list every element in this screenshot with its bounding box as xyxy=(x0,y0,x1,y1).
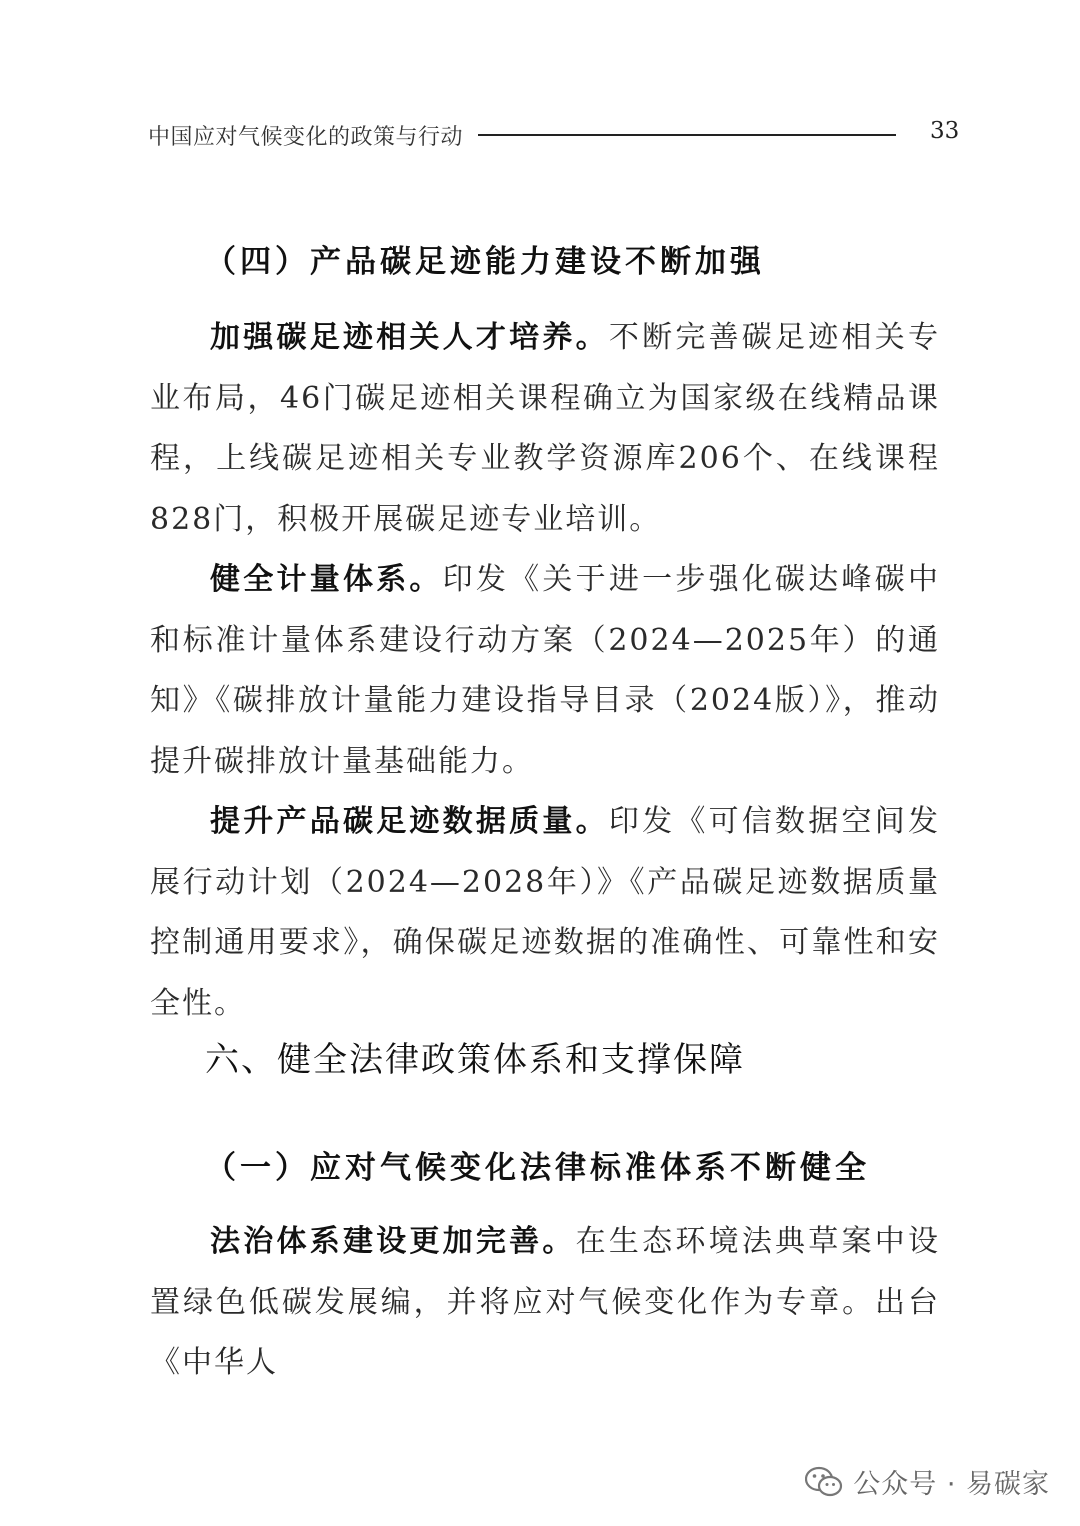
paragraph-body: 印发《关于进一步强化碳达峰碳中和标准计量体系建设行动方案（2024—2025年）的通知》《碳排放计量能力建设指导目录（2024版）》，推动提升碳排放计量基础能力。 xyxy=(150,562,941,779)
paragraph-lead: 法治体系建设更加完善。 xyxy=(210,1224,576,1259)
watermark-text: 公众号 · 易碳家 xyxy=(853,1469,1050,1500)
paragraph-metrology xyxy=(150,550,940,792)
paragraph-data-quality xyxy=(150,792,940,1034)
paragraph-lead: 加强碳足迹相关人才培养。 xyxy=(210,320,609,355)
paragraph-rule-of-law xyxy=(150,1212,940,1394)
paragraph-lead: 提升产品碳足迹数据质量。 xyxy=(210,804,609,839)
paragraph-body: 不断完善碳足迹相关专业布局，46门碳足迹相关课程确立为国家级在线精品课程，上线碳足迹相关专业教学资源库206个、在线课程828门，积极开展碳足迹专业培训。 xyxy=(150,320,941,537)
section-heading-4: （四）产品碳足迹能力建设不断加强 xyxy=(205,244,765,280)
paragraph-lead: 健全计量体系。 xyxy=(210,562,443,597)
header-title: 中国应对气候变化的政策与行动 xyxy=(148,125,464,150)
watermark xyxy=(805,1462,1050,1501)
paragraph-body: 在生态环境法典草案中设置绿色低碳发展编，并将应对气候变化作为专章。出台《中华人 xyxy=(150,1224,941,1380)
paragraph-talent xyxy=(150,308,940,550)
page-number: 33 xyxy=(930,118,960,144)
wechat-icon xyxy=(805,1466,843,1498)
paragraph-body: 印发《可信数据空间发展行动计划（2024—2028年）》《产品碳足迹数据质量控制通用要求》，确保碳足迹数据的准确性、可靠性和安全性。 xyxy=(150,804,941,1021)
section-heading-6-1: （一）应对气候变化法律标准体系不断健全 xyxy=(205,1150,870,1186)
header-rule xyxy=(478,134,896,136)
chapter-heading-6: 六、健全法律政策体系和支撑保障 xyxy=(205,1040,745,1080)
